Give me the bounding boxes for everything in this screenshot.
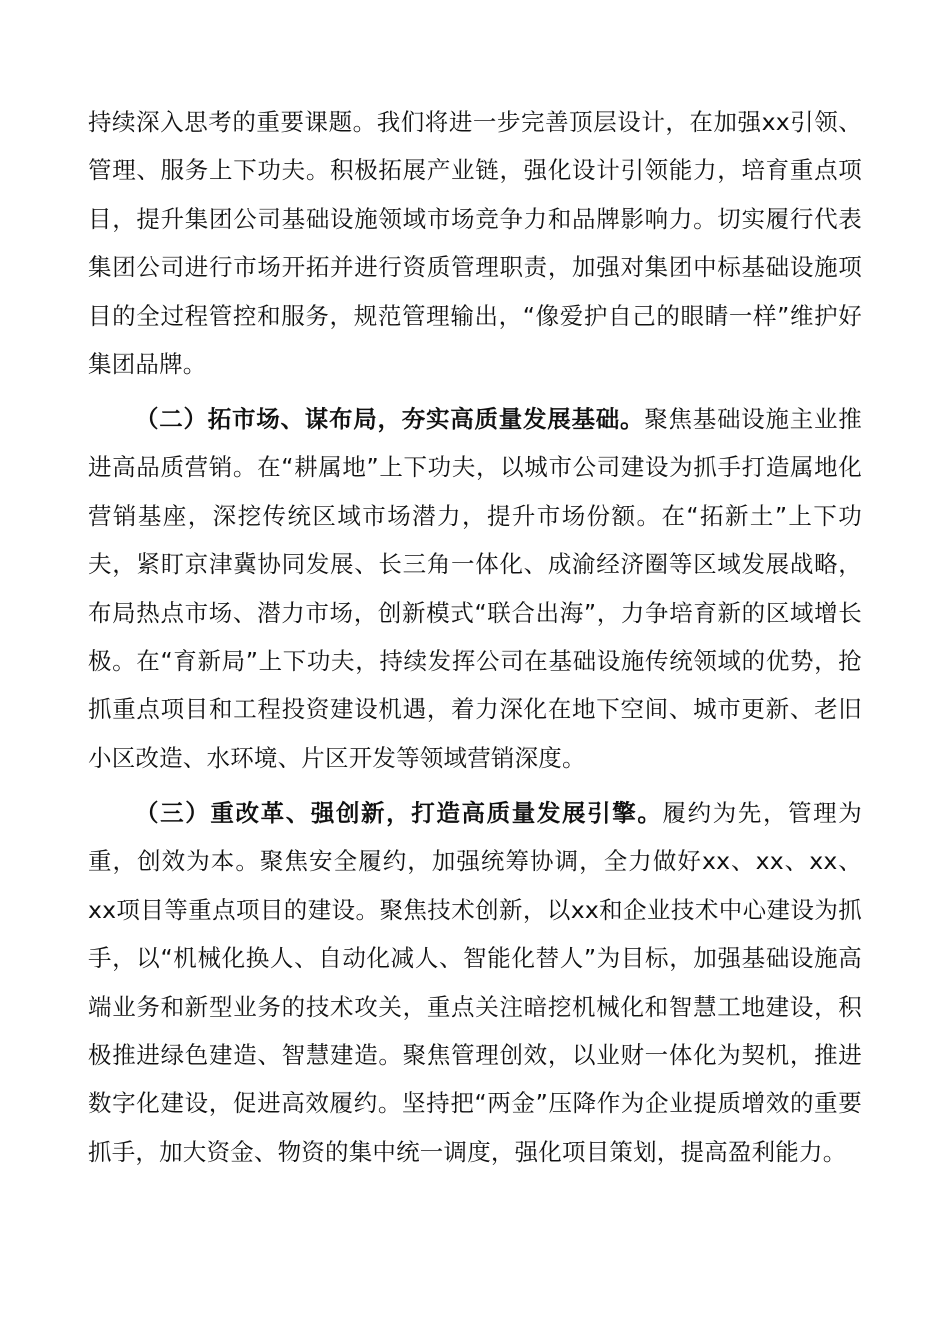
- paragraph-section-2: [88, 395, 862, 782]
- paragraph-continuation: [88, 98, 862, 388]
- paragraph-section-3: [88, 789, 862, 1176]
- section-2-heading: （二）拓市场、谋布局，夯实高质量发展基础。: [135, 405, 645, 433]
- section-3-body: 履约为先，管理为重，创效为本。聚焦安全履约，加强统筹协调，全力做好xx、xx、xx、xx项目等重点项目的建设。聚焦技术创新，以xx和企业技术中心建设为抓手，以“机械化换人、自动化减人、智能化替人”为目标，加强基础设施高端业务和新型业务的技术攻关，重点关注暗挖机械化和智慧工地建设，积极推进绿色建造、智慧建造。聚焦管理创效，以业财一体化为契机，推进数字化建设，促进高效履约。坚持把“两金”压降作为企业提质增效的重要抓手，加大资金、物资的集中统一调度，强化项目策划，提高盈利能力。: [88, 799, 862, 1166]
- section-2-body: 聚焦基础设施主业推进高品质营销。在“耕属地”上下功夫，以城市公司建设为抓手打造属地化营销基座，深挖传统区域市场潜力，提升市场份额。在“拓新土”上下功夫，紧盯京津冀协同发展、长三角一体化、成渝经济圈等区域发展战略，布局热点市场、潜力市场，创新模式“联合出海”，力争培育新的区域增长极。在“育新局”上下功夫，持续发挥公司在基础设施传统领域的优势，抢抓重点项目和工程投资建设机遇，着力深化在地下空间、城市更新、老旧小区改造、水环境、片区开发等领域营销深度。: [88, 405, 862, 772]
- paragraph-1-body: 持续深入思考的重要课题。我们将进一步完善顶层设计，在加强xx引领、管理、服务上下功夫。积极拓展产业链，强化设计引领能力，培育重点项目，提升集团公司基础设施领域市场竞争力和品牌影响力。切实履行代表集团公司进行市场开拓并进行资质管理职责，加强对集团中标基础设施项目的全过程管控和服务，规范管理输出，“像爱护自己的眼睛一样”维护好集团品牌。: [88, 108, 862, 379]
- section-3-heading: （三）重改革、强创新，打造高质量发展引擎。: [135, 799, 663, 827]
